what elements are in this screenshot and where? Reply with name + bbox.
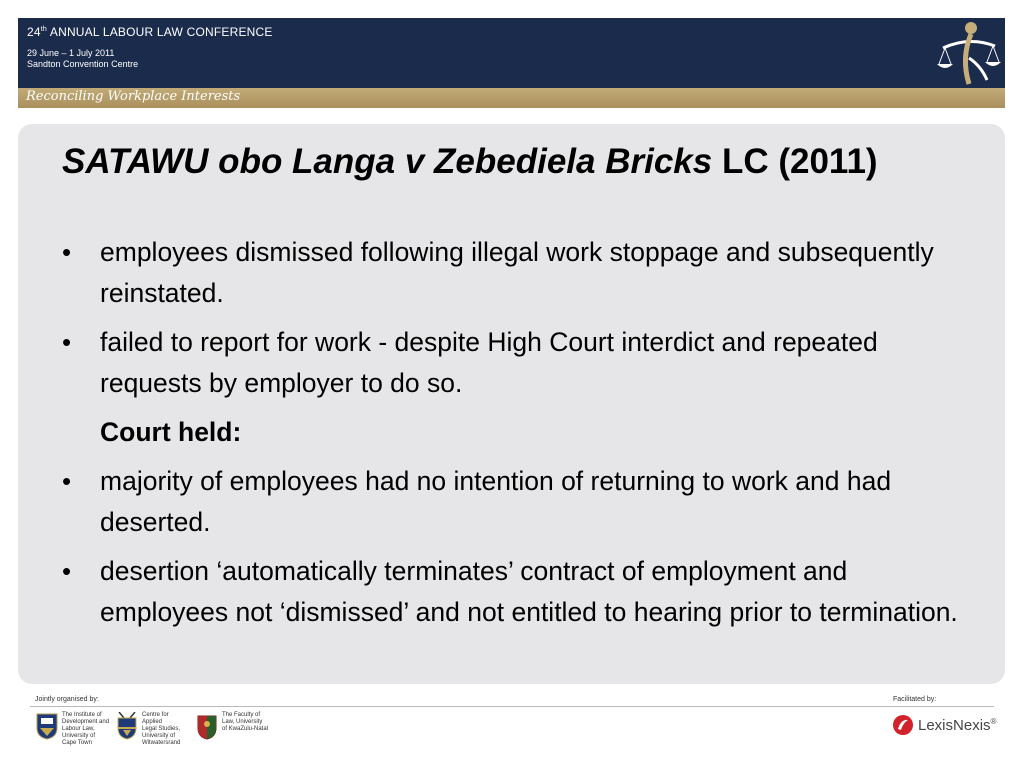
bullet-text: failed to report for work - despite High Court interdict and repeated requests by employer to do so.: [100, 327, 878, 398]
case-name: SATAWU obo Langa v Zebediela Bricks: [62, 142, 713, 181]
bullet-item: [58, 461, 958, 543]
bullet-icon: •: [62, 327, 72, 357]
bullet-item: [58, 322, 958, 404]
conference-venue: Sandton Convention Centre: [27, 59, 139, 69]
bullet-item: [58, 551, 958, 633]
partner-wits-text: Centre for Applied Legal Studies, University of Witwatersrand: [142, 712, 181, 746]
partner-uct: [36, 712, 110, 747]
partner-uct-text: The Institute of Development and Labour Law, University of Cape Town: [62, 712, 110, 746]
uct-crest-icon: [36, 712, 58, 740]
bullet-icon: •: [62, 237, 72, 267]
conference-tagline: Reconciling Workplace Interests: [26, 89, 241, 104]
lexisnexis-logo: [892, 714, 996, 736]
partner-ukzn-text: The Faculty of Law, University of KwaZulu-Natal: [222, 712, 269, 732]
partner-ukzn: [196, 712, 270, 740]
bullet-icon: •: [62, 466, 72, 496]
bullet-list: [58, 232, 958, 641]
bullet-text: desertion ‘automatically terminates’ contract of employment and employees not ‘dismissed’ and not entitled to hearing prior to termination.: [100, 556, 958, 627]
facilitated-by-label: Facilitated by:: [893, 696, 937, 703]
conference-dates: 29 June – 1 July 2011: [27, 48, 115, 58]
slide-title: [62, 142, 878, 182]
bullet-text: majority of employees had no intention of returning to work and had deserted.: [100, 466, 892, 537]
ukzn-crest-icon: [196, 712, 218, 740]
bullet-item: [58, 232, 958, 314]
partner-wits: [116, 712, 190, 747]
case-citation: LC (2011): [712, 142, 878, 181]
facilitator-name: LexisNexis®: [918, 716, 997, 734]
wits-crest-icon: [116, 712, 138, 740]
tagline-band: [18, 88, 1005, 108]
scales-of-justice-icon: [931, 18, 1001, 88]
court-held-label: Court held:: [100, 417, 242, 447]
content-panel: [18, 124, 1005, 684]
conference-title: 24th ANNUAL LABOUR LAW CONFERENCE: [27, 25, 273, 39]
conference-header: [18, 18, 1005, 88]
footer-divider: [30, 706, 994, 707]
lexisnexis-logo-icon: [892, 714, 914, 736]
organised-by-label: Jointly organised by:: [35, 696, 99, 703]
bullet-text: employees dismissed following illegal work stoppage and subsequently reinstated.: [100, 237, 934, 308]
bullet-icon: •: [62, 556, 72, 586]
